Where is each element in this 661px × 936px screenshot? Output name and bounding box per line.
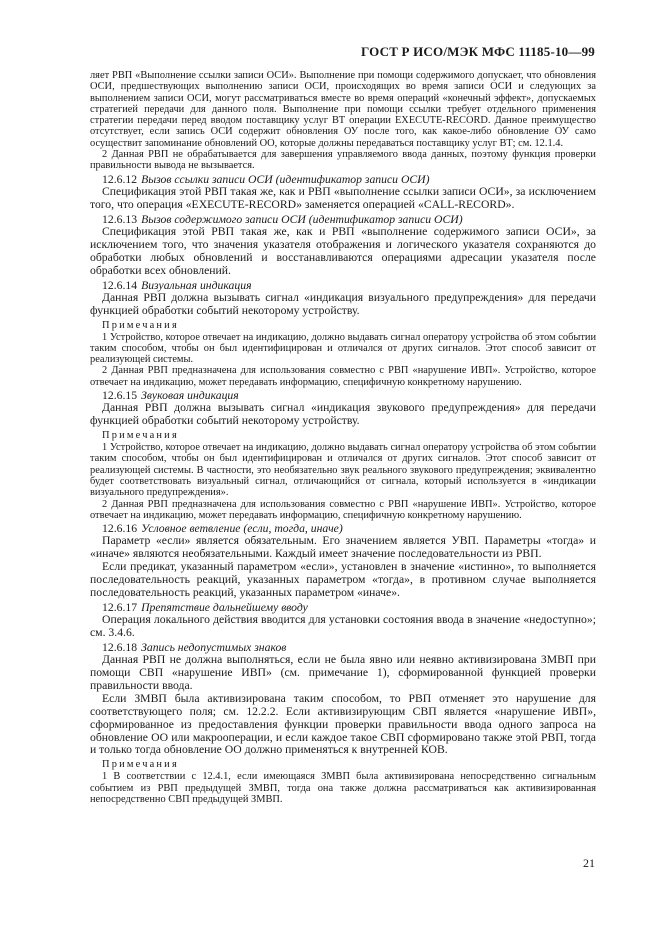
section-number: 12.6.17 xyxy=(102,600,138,614)
section-body: Параметр «если» является обязательным. Его значением является УВП. Параметры «тогда» и «иначе» являются необязательными. Каждый имеет значение последовательности из РВП. xyxy=(90,534,596,561)
note-2: 2 Данная РВП предназначена для использования совместно с РВП «нарушение ИВП». Устройство, которое отвечает на индикацию, может передавать информацию, специфичную конкретному нарушению. xyxy=(90,365,596,388)
section-body: Данная РВП должна вызывать сигнал «индикация визуального предупреждения» для передачи функцией обработки событий некоторому устройству. xyxy=(90,290,596,317)
section-body: Данная РВП не должна выполняться, если не была явно или неявно активизирована ЗМВП при помощи СВП «нарушение ИВП» (см. примечание 1), сформированной функцией проверки правильности ввода. xyxy=(90,653,596,692)
section-heading-12-6-12 xyxy=(90,173,596,186)
intro-note-2: 2 Данная РВП не обрабатывается для завершения управляемого ввода данных, поэтому функция проверки правильности вывода не вызывается. xyxy=(90,149,596,172)
section-number: 12.6.13 xyxy=(102,212,138,226)
page-number: 21 xyxy=(583,856,595,870)
section-title: Визуальная индикация xyxy=(141,278,252,292)
section-heading-12-6-14 xyxy=(90,279,596,292)
section-body: Данная РВП должна вызывать сигнал «индикация звукового предупреждения» для передачи функцией обработки событий некоторому устройству. xyxy=(90,401,596,428)
section-body: Если ЗМВП была активизирована таким способом, то РВП отменяет это нарушение для соответствующего поля; см. 12.2.2. Если активизирующим СВП является «нарушение ИВП», сформированное из предоставления функции проверки правильности ввода одного запроса на обновление ОО или макрооперации, и если каждое такое СВП сформировано также этой РВП, тогда и только тогда обновление ОО должно применяться к внутренней КОВ. xyxy=(90,691,596,757)
section-title: Звуковая индикация xyxy=(141,389,239,403)
note-1: 1 Устройство, которое отвечает на индикацию, должно выдавать сигнал оператору устройства об этом событии таким способом, чтобы он был идентифицирован и отличался от других сигналов. Этот способ зависит от реализующей системы. В частности, это необязательно звук реального звукового предупреждения; эквивалентно будет соответствовать визуальный сигнал, отличающийся от сигнала, который используется в «индикации визуального предупреждения». xyxy=(90,442,596,499)
section-body: Операция локального действия вводится для установки состояния ввода в значение «недоступно»; см. 3.4.6. xyxy=(90,613,596,639)
intro-paragraph: ляет РВП «Выполнение ссылки записи ОСИ». Выполнение при помощи содержимого допускает, что обновления ОСИ, предшествующих выполнению записи ОСИ, происходящих во время записи ОСИ и следующих за выполнением записи ОСИ, могут рассматриваться вместе во время операций «конечный эффект», допускаемых стратегией передачи для данного поля. Выполнение при помощи ссылки требует отдельного применения стратегии передачи перед вводом поставщику услуг ВТ операции EXECUTE-RECORD. Данное преимущество отсутствует, если запись ОСИ содержит обновления ОУ после того, как какое-либо обновление ОУ само осуществит запоминание обновлений ОО, которые должны передаваться поставщику услуг ВТ; см. 12.1.4. xyxy=(90,70,596,149)
section-body: Если предикат, указанный параметром «если», установлен в значение «истинно», то выполняется последовательность реакций, указанных параметром «тогда», в противном случае выполняется последовательность реакций, указанных параметром «иначе». xyxy=(90,560,596,599)
section-number: 12.6.15 xyxy=(102,389,138,403)
notes-label: Примечания xyxy=(102,430,179,442)
section-title: Условное ветвление (если, тогда, иначе) xyxy=(141,522,343,536)
section-heading-12-6-13 xyxy=(90,213,596,226)
section-title: Запись недопустимых знаков xyxy=(141,640,287,654)
section-number: 12.6.18 xyxy=(102,640,138,654)
notes-label: Примечания xyxy=(102,759,179,771)
section-title: Вызов содержимого записи ОСИ (идентификатор записи ОСИ) xyxy=(141,212,463,226)
notes-label: Примечания xyxy=(102,319,179,331)
section-body: Спецификация этой РВП такая же, как и РВП «выполнение ссылки записи ОСИ», за исключением того, что операция «EXECUTE-RECORD» заменяется операцией «CALL-RECORD». xyxy=(90,184,596,211)
page-content xyxy=(90,70,596,805)
section-number: 12.6.14 xyxy=(102,278,138,292)
document-header: ГОСТ Р ИСО/МЭК МФС 11185-10—99 xyxy=(360,44,595,59)
note-2: 2 Данная РВП предназначена для использования совместно с РВП «нарушение ИВП». Устройство, которое отвечает на индикацию, может передавать информацию, специфичную конкретному нарушению. xyxy=(90,498,596,521)
section-number: 12.6.12 xyxy=(102,172,138,186)
note-1: 1 Устройство, которое отвечает на индикацию, должно выдавать сигнал оператору устройства об этом событии таким способом, чтобы он был идентифицирован и отличался от других сигналов. Этот способ зависит от реализующей системы. xyxy=(90,331,596,366)
section-title: Вызов ссылки записи ОСИ (идентификатор записи ОСИ) xyxy=(141,172,430,186)
section-number: 12.6.16 xyxy=(102,522,138,536)
note-1: 1 В соответствии с 12.4.1, если имеющаяся ЗМВП была активизирована непосредственно сигнальным событием из РВП предыдущей ЗМВП, тогда она также должна рассматриваться как активизированная непосредственно СВП предыдущей ЗМВП. xyxy=(90,771,596,805)
section-body: Спецификация этой РВП такая же, как и РВП «выполнение содержимого записи ОСИ», за исключением того, что значения указателя отображения и логического указателя сохраняются до обработки любых обновлений и восстанавливаются операциями адресации указателя после обработки всех обновлений. xyxy=(90,224,596,277)
section-title: Препятствие дальнейшему вводу xyxy=(141,600,308,614)
